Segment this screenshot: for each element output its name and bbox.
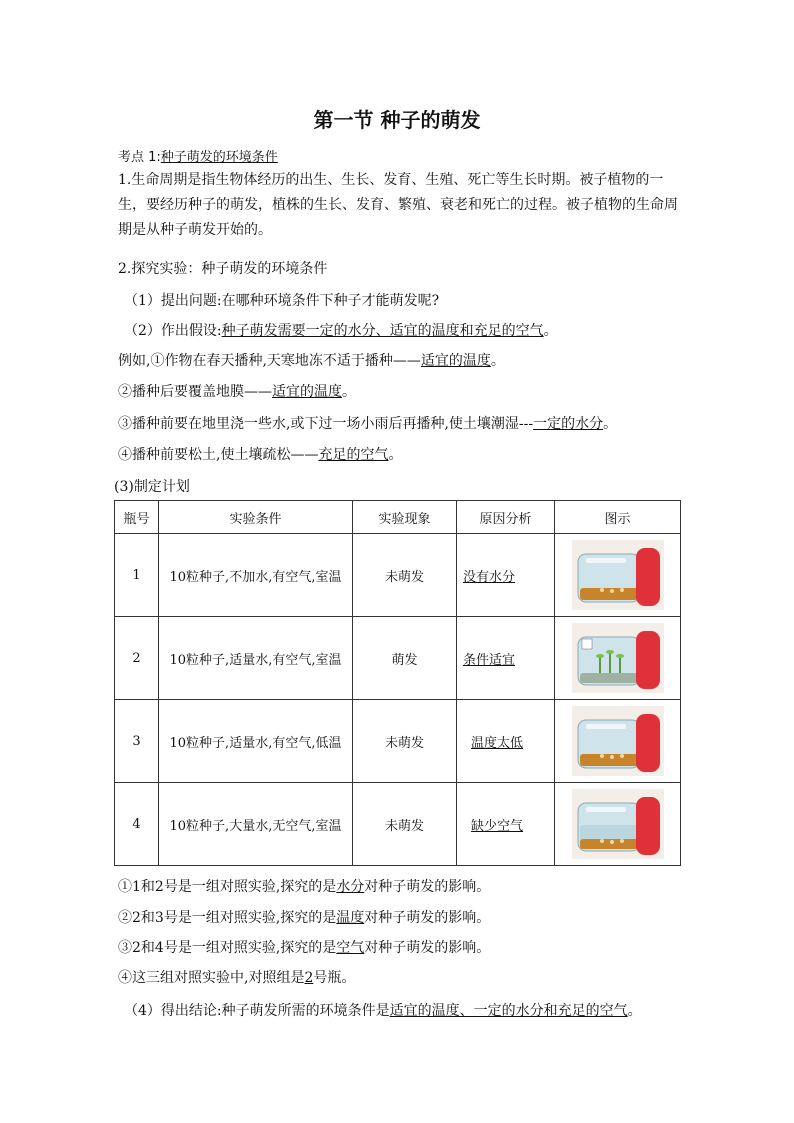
table-row xyxy=(115,534,681,617)
conclusion-1-answer: 水分 xyxy=(336,879,365,895)
table-row xyxy=(115,617,681,700)
cell-condition: 10粒种子,适量水,有空气,室温 xyxy=(159,617,353,700)
conclusion-1: ①1和2号是一组对照实验,探究的是水分对种子萌发的影响。 xyxy=(118,879,491,895)
cell-condition: 10粒种子,大量水,无空气,室温 xyxy=(159,783,353,866)
cell-bottle-no: 4 xyxy=(115,783,159,866)
cell-result: 未萌发 xyxy=(353,783,457,866)
page-title: 第一节 种子的萌发 xyxy=(313,108,481,132)
paragraph-life-cycle: 1.生命周期是指生物体经历的出生、生长、发育、生殖、死亡等生长时期。被子植物的一生，要经历种子的萌发，植株的生长、发育、繁殖、衰老和死亡的过程。被子植物的生命周期是从种子萌发开始的。 xyxy=(118,172,678,238)
example-2-answer: 适宜的温度 xyxy=(272,384,342,400)
conclusion-4-answer: 2 xyxy=(304,970,314,986)
experiment-table xyxy=(114,500,681,866)
jar-water-icon xyxy=(572,789,664,859)
example-1: 例如,①作物在春天播种,天寒地冻不适于播种——适宜的温度。 xyxy=(118,353,505,369)
table-row xyxy=(115,700,681,783)
example-1-answer: 适宜的温度 xyxy=(420,353,491,369)
cell-condition: 10粒种子,不加水,有空气,室温 xyxy=(159,534,353,617)
jar-cold-icon xyxy=(572,706,664,776)
cell-condition: 10粒种子,适量水,有空气,低温 xyxy=(159,700,353,783)
example-4: ④播种前要松土,使土壤疏松——充足的空气。 xyxy=(118,447,403,463)
cell-figure xyxy=(555,783,681,866)
step-conclusion: （4）得出结论:种子萌发所需的环境条件是适宜的温度、一定的水分和充足的空气。 xyxy=(124,1003,642,1019)
conclusion-4: ④这三组对照实验中,对照组是2号瓶。 xyxy=(118,970,356,986)
section-prefix: 考点 1: xyxy=(118,150,161,165)
table-row xyxy=(115,783,681,866)
conclusion-2: ②2和3号是一组对照实验,探究的是温度对种子萌发的影响。 xyxy=(118,910,491,926)
example-2: ②播种后要覆盖地膜——适宜的温度。 xyxy=(118,384,356,400)
cell-result: 未萌发 xyxy=(353,700,457,783)
example-4-answer: 充足的空气 xyxy=(318,447,389,463)
step-question: （1）提出问题:在哪种环境条件下种子才能萌发呢? xyxy=(124,293,440,309)
cell-reason: 缺少空气 xyxy=(457,783,555,866)
cell-figure xyxy=(555,700,681,783)
step-hypothesis: （2）作出假设:种子萌发需要一定的水分、适宜的温度和充足的空气。 xyxy=(124,323,558,339)
section-heading xyxy=(118,146,278,165)
header-condition: 实验条件 xyxy=(159,501,353,534)
jar-dry-icon xyxy=(572,540,664,610)
header-bottle-no: 瓶号 xyxy=(115,501,159,534)
cell-bottle-no: 1 xyxy=(115,534,159,617)
paragraph-experiment-heading: 2.探究实验：种子萌发的环境条件 xyxy=(118,261,328,277)
cell-result: 萌发 xyxy=(353,617,457,700)
section-name: 种子萌发的环境条件 xyxy=(160,150,278,165)
cell-figure xyxy=(555,617,681,700)
header-figure: 图示 xyxy=(555,501,681,534)
table-header-row xyxy=(115,501,681,534)
jar-sprout-icon xyxy=(572,623,664,693)
cell-bottle-no: 2 xyxy=(115,617,159,700)
example-3-answer: 一定的水分 xyxy=(533,416,604,432)
hypothesis-text: 种子萌发需要一定的水分、适宜的温度和充足的空气 xyxy=(221,323,544,339)
conclusion-3: ③2和4号是一组对照实验,探究的是空气对种子萌发的影响。 xyxy=(118,940,491,956)
cell-bottle-no: 3 xyxy=(115,700,159,783)
cell-figure xyxy=(555,534,681,617)
final-conclusion-answer: 适宜的温度、一定的水分和充足的空气 xyxy=(389,1003,628,1019)
header-reason: 原因分析 xyxy=(457,501,555,534)
conclusion-2-answer: 温度 xyxy=(336,910,365,926)
cell-reason: 温度太低 xyxy=(457,700,555,783)
cell-reason: 没有水分 xyxy=(457,534,555,617)
cell-reason: 条件适宜 xyxy=(457,617,555,700)
header-result: 实验现象 xyxy=(353,501,457,534)
step-plan: (3)制定计划 xyxy=(114,479,190,495)
cell-result: 未萌发 xyxy=(353,534,457,617)
conclusion-3-answer: 空气 xyxy=(336,940,365,956)
example-3: ③播种前要在地里浇一些水,或下过一场小雨后再播种,使土壤潮湿---一定的水分。 xyxy=(118,416,618,432)
